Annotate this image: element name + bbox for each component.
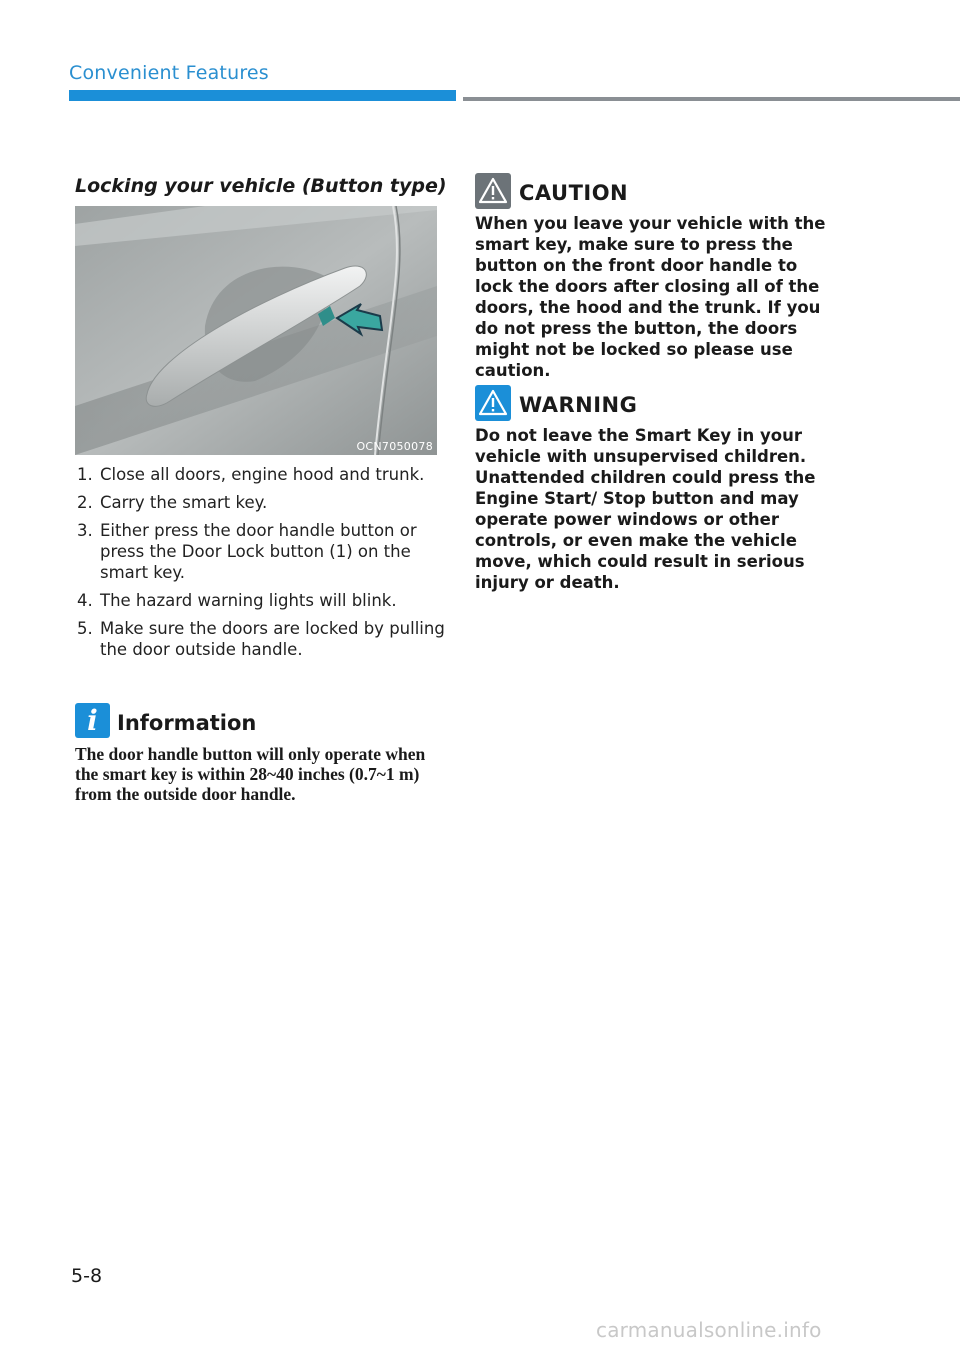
- info-icon: i: [75, 703, 110, 738]
- watermark: carmanualsonline.info: [596, 1318, 822, 1342]
- header-rule-blue: [69, 90, 456, 101]
- warning-triangle-icon: [475, 173, 511, 209]
- section-heading: Locking your vehicle (Button type): [75, 175, 447, 197]
- warning-triangle-icon: [475, 385, 511, 421]
- caution-title: CAUTION: [519, 181, 629, 205]
- list-item: 5. Make sure the doors are locked by pulling the door outside handle.: [77, 619, 445, 659]
- chapter-title: Convenient Features: [69, 62, 269, 84]
- list-item: 3. Either press the door handle button or press the Door Lock button (1) on the smart key.: [77, 521, 417, 582]
- page-number: 5-8: [71, 1265, 103, 1287]
- steps-list: [75, 464, 445, 667]
- list-item: 4. The hazard warning lights will blink.: [77, 591, 397, 610]
- header-rule-gray: [463, 97, 960, 101]
- caution-body: When you leave your vehicle with the smart key, make sure to press the button on the front door handle to lock the doors after closing all of the doors, the hood and the trunk. If you do not press the button, the doors might not be locked so please use caution.: [475, 214, 826, 380]
- list-item: 2. Carry the smart key.: [77, 493, 268, 512]
- warning-body: Do not leave the Smart Key in your vehicle with unsupervised children. Unattended children could press the Engine Start/ Stop button and may operate power windows or other controls, or even make the vehicle move, which could result in serious injury or death.: [475, 426, 816, 592]
- list-item: 1. Close all doors, engine hood and trunk.: [77, 465, 425, 484]
- door-handle-illustration: [75, 206, 437, 455]
- door-handle-figure: [75, 206, 437, 455]
- information-body: The door handle button will only operate when the smart key is within 28~40 inches (0.7~1 m) from the outside door handle.: [75, 744, 426, 804]
- warning-title: WARNING: [519, 393, 638, 417]
- information-title: Information: [117, 711, 257, 735]
- figure-code: OCN7050078: [356, 440, 433, 453]
